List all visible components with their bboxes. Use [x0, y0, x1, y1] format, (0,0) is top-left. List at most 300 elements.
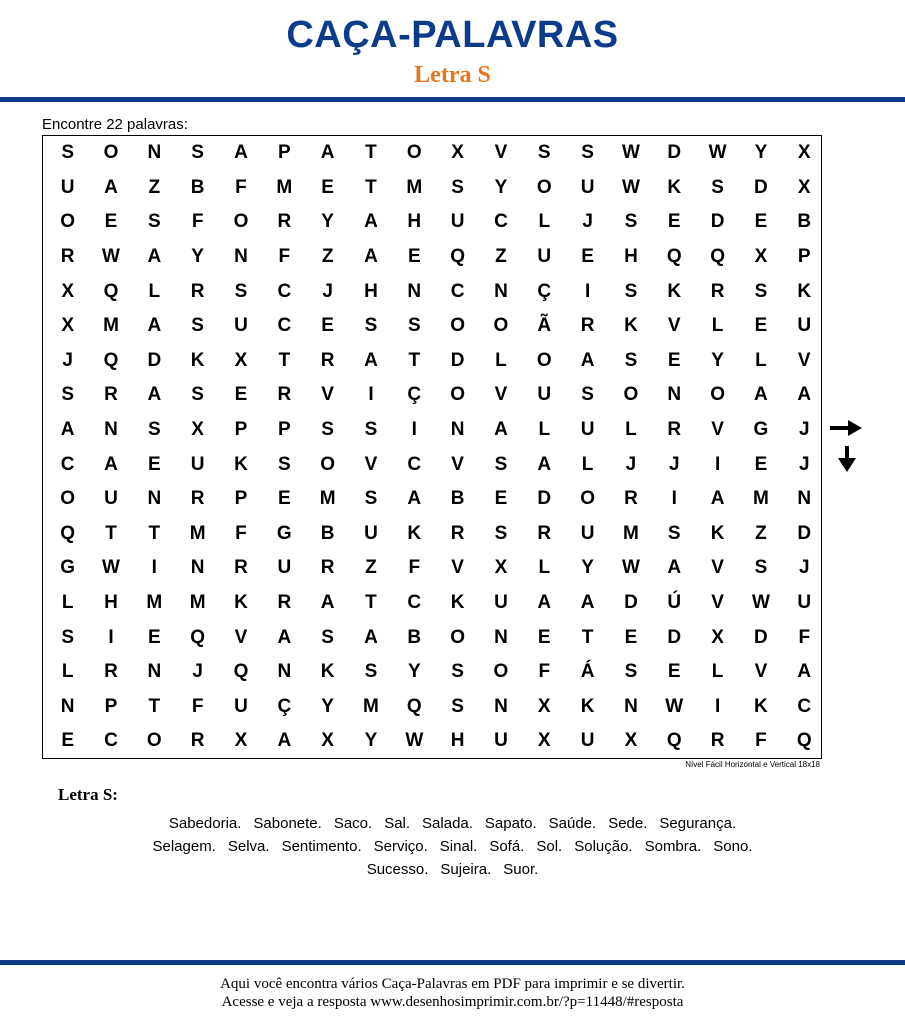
- grid-letter[interactable]: W: [665, 695, 684, 717]
- grid-letter[interactable]: T: [148, 522, 161, 544]
- grid-letter[interactable]: E: [754, 315, 768, 337]
- grid-letter[interactable]: R: [234, 557, 248, 579]
- grid-letter[interactable]: E: [104, 211, 118, 233]
- grid-letter[interactable]: L: [61, 592, 74, 614]
- grid-letter[interactable]: E: [321, 176, 334, 198]
- grid-letter[interactable]: S: [191, 384, 204, 406]
- grid-letter[interactable]: A: [364, 349, 378, 371]
- grid-letter[interactable]: E: [624, 626, 638, 648]
- grid-letter[interactable]: L: [538, 419, 551, 441]
- grid-letter[interactable]: I: [714, 695, 721, 717]
- grid-letter[interactable]: D: [537, 488, 552, 510]
- grid-letter[interactable]: Y: [494, 176, 508, 198]
- grid-letter[interactable]: S: [711, 176, 724, 198]
- grid-letter[interactable]: A: [754, 384, 768, 406]
- grid-letter[interactable]: S: [61, 626, 74, 648]
- grid-letter[interactable]: V: [494, 384, 508, 406]
- grid-letter[interactable]: E: [407, 246, 421, 268]
- grid-letter[interactable]: V: [321, 384, 334, 406]
- grid-letter[interactable]: P: [277, 419, 291, 441]
- grid-letter[interactable]: V: [711, 557, 724, 579]
- grid-letter[interactable]: O: [536, 176, 552, 198]
- grid-letter[interactable]: U: [450, 211, 465, 233]
- grid-letter[interactable]: J: [625, 453, 637, 475]
- grid-letter[interactable]: S: [667, 522, 681, 544]
- grid-letter[interactable]: N: [494, 280, 508, 302]
- grid-letter[interactable]: C: [407, 592, 422, 614]
- grid-letter[interactable]: J: [192, 661, 203, 683]
- grid-letter[interactable]: B: [450, 488, 465, 510]
- grid-letter[interactable]: S: [147, 419, 161, 441]
- grid-letter[interactable]: W: [751, 592, 770, 614]
- grid-letter[interactable]: J: [582, 211, 593, 233]
- grid-letter[interactable]: N: [60, 695, 75, 717]
- grid-letter[interactable]: L: [755, 349, 767, 371]
- grid-letter[interactable]: I: [108, 626, 114, 648]
- grid-letter[interactable]: Q: [450, 246, 465, 268]
- grid-letter[interactable]: A: [234, 142, 248, 164]
- grid-letter[interactable]: O: [710, 384, 725, 406]
- grid-letter[interactable]: Q: [60, 522, 76, 544]
- grid-letter[interactable]: Ç: [407, 384, 422, 406]
- grid-letter[interactable]: S: [321, 626, 334, 648]
- grid-letter[interactable]: U: [580, 176, 595, 198]
- grid-letter[interactable]: F: [278, 246, 291, 268]
- grid-letter[interactable]: S: [234, 280, 248, 302]
- grid-letter[interactable]: K: [710, 522, 725, 544]
- grid-letter[interactable]: S: [364, 315, 378, 337]
- grid-letter[interactable]: D: [710, 211, 725, 233]
- grid-letter[interactable]: D: [147, 349, 162, 371]
- grid-letter[interactable]: X: [321, 730, 334, 752]
- grid-letter[interactable]: Ç: [277, 695, 292, 717]
- grid-letter[interactable]: T: [105, 522, 117, 544]
- grid-letter[interactable]: D: [754, 176, 768, 198]
- grid-letter[interactable]: K: [190, 349, 205, 371]
- grid-letter[interactable]: G: [276, 522, 292, 544]
- grid-letter[interactable]: B: [797, 211, 812, 233]
- grid-letter[interactable]: V: [711, 592, 724, 614]
- grid-letter[interactable]: N: [407, 280, 422, 302]
- grid-letter[interactable]: X: [494, 557, 508, 579]
- grid-letter[interactable]: H: [450, 730, 465, 752]
- grid-letter[interactable]: U: [277, 557, 292, 579]
- grid-letter[interactable]: I: [671, 488, 677, 510]
- grid-letter[interactable]: K: [667, 176, 682, 198]
- grid-letter[interactable]: K: [754, 695, 768, 717]
- grid-letter[interactable]: S: [451, 176, 464, 198]
- grid-letter[interactable]: H: [624, 246, 638, 268]
- grid-letter[interactable]: X: [537, 695, 551, 717]
- grid-letter[interactable]: U: [494, 730, 508, 752]
- grid-letter[interactable]: X: [711, 626, 724, 648]
- grid-letter[interactable]: L: [61, 661, 74, 683]
- grid-letter[interactable]: V: [494, 142, 508, 164]
- grid-letter[interactable]: Q: [666, 246, 682, 268]
- grid-letter[interactable]: T: [581, 626, 594, 648]
- grid-letter[interactable]: M: [319, 488, 336, 510]
- grid-letter[interactable]: P: [234, 488, 248, 510]
- grid-letter[interactable]: R: [320, 349, 335, 371]
- grid-letter[interactable]: Q: [796, 730, 812, 752]
- grid-letter[interactable]: Y: [321, 211, 334, 233]
- grid-letter[interactable]: U: [580, 419, 595, 441]
- grid-letter[interactable]: J: [798, 453, 810, 475]
- grid-letter[interactable]: Q: [666, 730, 682, 752]
- grid-letter[interactable]: T: [365, 176, 377, 198]
- grid-letter[interactable]: S: [581, 142, 594, 164]
- grid-letter[interactable]: N: [624, 695, 638, 717]
- grid-letter[interactable]: Q: [233, 661, 249, 683]
- grid-letter[interactable]: O: [103, 142, 119, 164]
- grid-letter[interactable]: I: [714, 453, 721, 475]
- grid-letter[interactable]: Z: [365, 557, 377, 579]
- grid-letter[interactable]: C: [494, 211, 508, 233]
- grid-letter[interactable]: O: [233, 211, 249, 233]
- grid-letter[interactable]: W: [102, 557, 120, 579]
- grid-letter[interactable]: E: [234, 384, 248, 406]
- grid-letter[interactable]: A: [364, 246, 378, 268]
- grid-letter[interactable]: S: [754, 557, 768, 579]
- grid-letter[interactable]: D: [450, 349, 465, 371]
- grid-letter[interactable]: X: [797, 176, 811, 198]
- grid-letter[interactable]: X: [537, 730, 551, 752]
- grid-letter[interactable]: O: [493, 315, 509, 337]
- grid-letter[interactable]: A: [147, 384, 162, 406]
- grid-letter[interactable]: F: [755, 730, 767, 752]
- grid-letter[interactable]: K: [797, 280, 812, 302]
- grid-letter[interactable]: R: [190, 488, 205, 510]
- grid-letter[interactable]: U: [190, 453, 205, 475]
- grid-letter[interactable]: W: [621, 557, 640, 579]
- grid-letter[interactable]: R: [190, 280, 205, 302]
- grid-letter[interactable]: U: [537, 384, 552, 406]
- grid-letter[interactable]: X: [451, 142, 464, 164]
- grid-letter[interactable]: P: [104, 695, 118, 717]
- grid-letter[interactable]: B: [320, 522, 335, 544]
- grid-letter[interactable]: O: [450, 626, 465, 648]
- grid-letter[interactable]: S: [364, 661, 378, 683]
- grid-letter[interactable]: E: [61, 730, 74, 752]
- grid-letter[interactable]: K: [407, 522, 422, 544]
- grid-letter[interactable]: H: [407, 211, 422, 233]
- grid-letter[interactable]: R: [277, 211, 292, 233]
- grid-letter[interactable]: S: [147, 211, 161, 233]
- grid-letter[interactable]: A: [537, 592, 552, 614]
- grid-letter[interactable]: N: [190, 557, 205, 579]
- grid-letter[interactable]: S: [537, 142, 551, 164]
- grid-letter[interactable]: F: [191, 695, 204, 717]
- grid-letter[interactable]: S: [754, 280, 768, 302]
- grid-letter[interactable]: C: [277, 315, 292, 337]
- grid-letter[interactable]: V: [234, 626, 248, 648]
- grid-letter[interactable]: S: [191, 315, 204, 337]
- grid-letter[interactable]: A: [320, 592, 335, 614]
- grid-letter[interactable]: A: [407, 488, 422, 510]
- grid-letter[interactable]: M: [276, 176, 293, 198]
- grid-letter[interactable]: X: [797, 142, 811, 164]
- grid-letter[interactable]: X: [754, 246, 768, 268]
- grid-letter[interactable]: D: [624, 592, 638, 614]
- grid-letter[interactable]: B: [407, 626, 422, 648]
- grid-letter[interactable]: S: [364, 419, 378, 441]
- grid-letter[interactable]: J: [62, 349, 73, 371]
- grid-letter[interactable]: F: [538, 661, 551, 683]
- grid-letter[interactable]: Y: [364, 730, 378, 752]
- grid-letter[interactable]: T: [148, 695, 161, 717]
- grid-letter[interactable]: K: [234, 592, 248, 614]
- grid-letter[interactable]: E: [667, 661, 681, 683]
- grid-letter[interactable]: N: [147, 488, 162, 510]
- grid-letter[interactable]: Y: [711, 349, 724, 371]
- grid-letter[interactable]: L: [538, 211, 551, 233]
- grid-letter[interactable]: I: [584, 280, 591, 302]
- grid-letter[interactable]: Q: [710, 246, 725, 268]
- grid-letter[interactable]: Y: [407, 661, 421, 683]
- grid-letter[interactable]: U: [234, 315, 248, 337]
- grid-letter[interactable]: N: [494, 695, 508, 717]
- grid-letter[interactable]: S: [624, 349, 638, 371]
- grid-letter[interactable]: F: [408, 557, 421, 579]
- grid-letter[interactable]: R: [320, 557, 335, 579]
- grid-letter[interactable]: R: [667, 419, 682, 441]
- grid-letter[interactable]: O: [580, 488, 595, 510]
- grid-letter[interactable]: K: [234, 453, 248, 475]
- grid-letter[interactable]: H: [364, 280, 378, 302]
- grid-letter[interactable]: D: [667, 142, 682, 164]
- grid-letter[interactable]: Ç: [537, 280, 552, 302]
- grid-letter[interactable]: M: [146, 592, 163, 614]
- grid-letter[interactable]: P: [234, 419, 248, 441]
- grid-letter[interactable]: M: [406, 176, 423, 198]
- grid-letter[interactable]: O: [320, 453, 336, 475]
- grid-letter[interactable]: A: [60, 419, 75, 441]
- grid-letter[interactable]: U: [797, 315, 812, 337]
- grid-letter[interactable]: P: [277, 142, 291, 164]
- grid-letter[interactable]: O: [406, 142, 422, 164]
- grid-letter[interactable]: R: [450, 522, 465, 544]
- grid-letter[interactable]: E: [147, 626, 161, 648]
- grid-letter[interactable]: A: [797, 384, 812, 406]
- grid-letter[interactable]: R: [277, 384, 292, 406]
- grid-letter[interactable]: N: [667, 384, 682, 406]
- grid-letter[interactable]: L: [538, 557, 551, 579]
- grid-letter[interactable]: E: [277, 488, 291, 510]
- grid-letter[interactable]: P: [797, 246, 811, 268]
- grid-letter[interactable]: Y: [321, 695, 334, 717]
- grid-letter[interactable]: K: [624, 315, 638, 337]
- grid-letter[interactable]: N: [147, 142, 162, 164]
- grid-letter[interactable]: S: [494, 522, 508, 544]
- grid-letter[interactable]: M: [623, 522, 639, 544]
- grid-letter[interactable]: A: [277, 626, 292, 648]
- grid-letter[interactable]: R: [624, 488, 638, 510]
- grid-letter[interactable]: E: [494, 488, 508, 510]
- grid-letter[interactable]: S: [624, 661, 638, 683]
- grid-letter[interactable]: N: [104, 419, 118, 441]
- grid-letter[interactable]: U: [537, 246, 552, 268]
- grid-letter[interactable]: U: [60, 176, 75, 198]
- grid-letter[interactable]: R: [710, 730, 725, 752]
- grid-letter[interactable]: Q: [190, 626, 206, 648]
- grid-letter[interactable]: M: [363, 695, 379, 717]
- grid-letter[interactable]: V: [797, 349, 811, 371]
- grid-letter[interactable]: O: [493, 661, 509, 683]
- grid-letter[interactable]: I: [368, 384, 374, 406]
- grid-letter[interactable]: E: [537, 626, 551, 648]
- grid-letter[interactable]: N: [234, 246, 248, 268]
- grid-letter[interactable]: Y: [581, 557, 594, 579]
- grid-letter[interactable]: S: [624, 211, 638, 233]
- grid-letter[interactable]: I: [151, 557, 157, 579]
- grid-letter[interactable]: Ú: [667, 592, 682, 614]
- grid-letter[interactable]: A: [364, 626, 378, 648]
- grid-letter[interactable]: R: [104, 661, 118, 683]
- grid-letter[interactable]: U: [494, 592, 508, 614]
- grid-letter[interactable]: F: [191, 211, 204, 233]
- grid-letter[interactable]: U: [364, 522, 378, 544]
- grid-letter[interactable]: V: [451, 453, 464, 475]
- grid-letter[interactable]: U: [104, 488, 118, 510]
- grid-letter[interactable]: R: [104, 384, 118, 406]
- grid-letter[interactable]: A: [797, 661, 812, 683]
- grid-letter[interactable]: E: [667, 349, 681, 371]
- grid-letter[interactable]: O: [450, 384, 465, 406]
- grid-letter[interactable]: M: [103, 315, 119, 337]
- grid-letter[interactable]: J: [798, 419, 810, 441]
- grid-letter[interactable]: C: [407, 453, 422, 475]
- grid-letter[interactable]: A: [104, 453, 118, 475]
- grid-letter[interactable]: W: [102, 246, 120, 268]
- grid-letter[interactable]: R: [580, 315, 595, 337]
- grid-letter[interactable]: N: [797, 488, 812, 510]
- grid-letter[interactable]: U: [234, 695, 248, 717]
- grid-letter[interactable]: S: [624, 280, 638, 302]
- grid-letter[interactable]: R: [60, 246, 75, 268]
- grid-letter[interactable]: K: [580, 695, 595, 717]
- grid-letter[interactable]: A: [320, 142, 335, 164]
- grid-letter[interactable]: E: [581, 246, 594, 268]
- grid-letter[interactable]: Z: [148, 176, 161, 198]
- grid-letter[interactable]: I: [411, 419, 417, 441]
- grid-letter[interactable]: V: [364, 453, 378, 475]
- grid-letter[interactable]: N: [450, 419, 465, 441]
- grid-letter[interactable]: K: [450, 592, 465, 614]
- grid-letter[interactable]: S: [61, 384, 74, 406]
- grid-letter[interactable]: Q: [103, 349, 119, 371]
- grid-letter[interactable]: U: [580, 522, 595, 544]
- grid-letter[interactable]: J: [668, 453, 680, 475]
- grid-letter[interactable]: L: [711, 661, 724, 683]
- grid-letter[interactable]: T: [408, 349, 421, 371]
- grid-letter[interactable]: R: [277, 592, 292, 614]
- grid-letter[interactable]: S: [407, 315, 421, 337]
- grid-letter[interactable]: W: [708, 142, 727, 164]
- grid-letter[interactable]: W: [405, 730, 424, 752]
- grid-letter[interactable]: W: [621, 142, 640, 164]
- grid-letter[interactable]: A: [494, 419, 508, 441]
- grid-letter[interactable]: S: [494, 453, 508, 475]
- grid-letter[interactable]: E: [147, 453, 161, 475]
- grid-letter[interactable]: Q: [103, 280, 119, 302]
- grid-letter[interactable]: J: [322, 280, 333, 302]
- grid-letter[interactable]: Q: [406, 695, 422, 717]
- grid-letter[interactable]: K: [320, 661, 335, 683]
- grid-letter[interactable]: W: [621, 176, 640, 198]
- grid-letter[interactable]: F: [235, 176, 247, 198]
- grid-letter[interactable]: U: [580, 730, 595, 752]
- grid-letter[interactable]: M: [753, 488, 769, 510]
- grid-letter[interactable]: N: [277, 661, 292, 683]
- grid-letter[interactable]: O: [60, 211, 76, 233]
- grid-letter[interactable]: X: [234, 730, 248, 752]
- grid-letter[interactable]: R: [190, 730, 205, 752]
- grid-letter[interactable]: L: [625, 419, 637, 441]
- grid-letter[interactable]: M: [189, 522, 206, 544]
- grid-letter[interactable]: E: [321, 315, 334, 337]
- grid-letter[interactable]: S: [191, 142, 204, 164]
- grid-letter[interactable]: Z: [321, 246, 334, 268]
- grid-letter[interactable]: A: [147, 315, 162, 337]
- grid-letter[interactable]: L: [148, 280, 161, 302]
- grid-letter[interactable]: A: [537, 453, 552, 475]
- grid-letter[interactable]: C: [104, 730, 118, 752]
- grid-letter[interactable]: A: [580, 592, 595, 614]
- grid-letter[interactable]: O: [536, 349, 552, 371]
- grid-letter[interactable]: Y: [754, 142, 768, 164]
- grid-letter[interactable]: B: [190, 176, 205, 198]
- grid-letter[interactable]: S: [364, 488, 378, 510]
- grid-letter[interactable]: F: [235, 522, 247, 544]
- grid-letter[interactable]: L: [495, 349, 507, 371]
- grid-letter[interactable]: V: [754, 661, 768, 683]
- grid-letter[interactable]: X: [61, 280, 74, 302]
- grid-letter[interactable]: S: [321, 419, 334, 441]
- grid-letter[interactable]: T: [365, 142, 377, 164]
- grid-letter[interactable]: V: [451, 557, 464, 579]
- grid-letter[interactable]: A: [710, 488, 725, 510]
- grid-letter[interactable]: D: [667, 626, 682, 648]
- grid-letter[interactable]: H: [104, 592, 118, 614]
- grid-letter[interactable]: A: [104, 176, 118, 198]
- grid-letter[interactable]: D: [754, 626, 768, 648]
- grid-letter[interactable]: U: [797, 592, 812, 614]
- grid-letter[interactable]: J: [798, 557, 810, 579]
- grid-letter[interactable]: V: [667, 315, 681, 337]
- grid-letter[interactable]: N: [494, 626, 508, 648]
- grid-letter[interactable]: S: [451, 695, 464, 717]
- grid-letter[interactable]: M: [189, 592, 206, 614]
- grid-letter[interactable]: X: [191, 419, 204, 441]
- grid-letter[interactable]: S: [61, 142, 74, 164]
- grid-letter[interactable]: S: [277, 453, 291, 475]
- grid-letter[interactable]: Y: [191, 246, 204, 268]
- grid-letter[interactable]: L: [581, 453, 594, 475]
- grid-letter[interactable]: E: [754, 211, 768, 233]
- grid-letter[interactable]: C: [450, 280, 465, 302]
- grid-letter[interactable]: T: [278, 349, 291, 371]
- grid-letter[interactable]: G: [60, 557, 76, 579]
- grid-letter[interactable]: A: [667, 557, 682, 579]
- grid-letter[interactable]: V: [711, 419, 724, 441]
- grid-letter[interactable]: G: [753, 419, 769, 441]
- grid-letter[interactable]: C: [60, 453, 75, 475]
- grid-letter[interactable]: E: [667, 211, 681, 233]
- grid-letter[interactable]: N: [147, 661, 162, 683]
- grid-letter[interactable]: X: [624, 730, 638, 752]
- grid-letter[interactable]: A: [580, 349, 595, 371]
- grid-letter[interactable]: L: [711, 315, 724, 337]
